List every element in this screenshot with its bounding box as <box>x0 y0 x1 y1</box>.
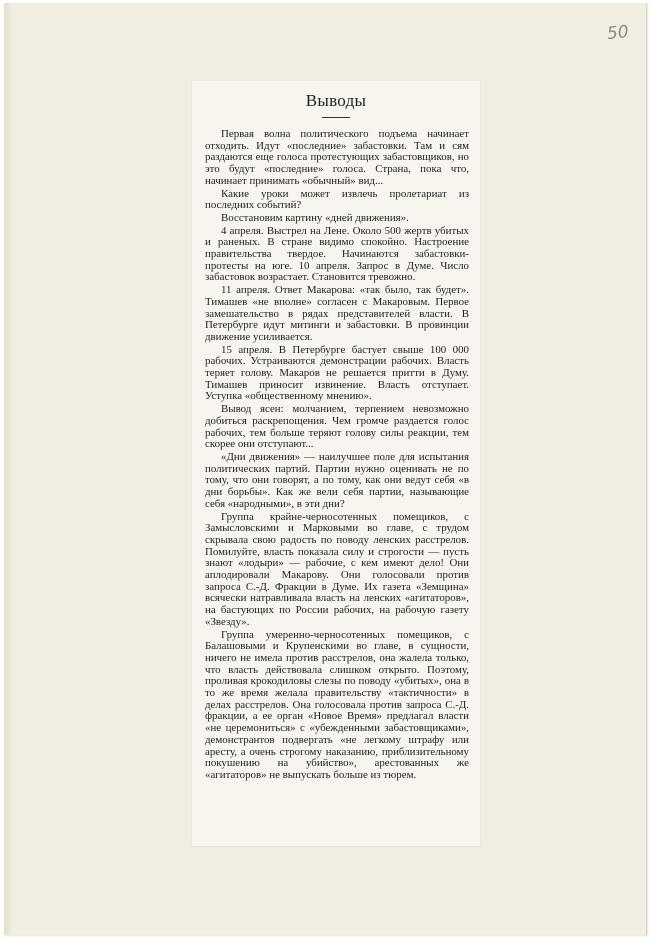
paragraph: Вывод ясен: молчанием, терпением невозможно добиться раскрепощения. Чем громче раздается голос рабочих, тем больше теряют голову силы реакции, тем скорее они отступают... <box>205 403 469 451</box>
paragraph: Группа умеренно-черносотенных помещиков, с Балашовыми и Крупенскими во главе, в сущности, ничего не имела против расстрелов, она жалела только, что власть действовала слишком открыто. Поэтому, проливая крокодиловы слезы по поводу «убитых», она в то же время желала правительству «тактичности» в делах расстрелов. Она голосовала против запроса С.-Д. фракции, а ее орган «Новое Время» предлагал власти «не церемониться» с «убежденными забастовщиками», демонстрантов подвергать «не легкому штрафу или аресту, а очень строгому наказанию, приблизительному покушению на убийство», арестованных же «агитаторов» не выпускать больше из тюрем. <box>205 628 469 781</box>
article-title: Выводы <box>305 91 367 110</box>
paragraph: «Дни движения» — наилучшее поле для испытания политических партий. Партии нужно оценивать не по тому, что они говорят, а по тому, как они ведут себя «в дни борьбы». Как же вели себя партии, называющие себя «народными», в эти дни? <box>205 450 469 510</box>
paragraph: Восстановим картину «дней движения». <box>221 211 409 224</box>
paragraph: Первая волна политического подъема начинает отходить. Идут «последние» забастовки. Там и сям раздаются еще голоса протестующих забастовщиков, но это будут «последние» голоса. Страна, пока что, начинает принимать «обычный» вид... <box>205 128 469 187</box>
paragraph: 15 апреля. В Петербурге бастует свыше 100 000 рабочих. Устраиваются демонстрации рабочих. Власть теряет голову. Макаров не решается притти в Думу. Тимашев приносит извинение. Власть отступает. Уступка «общественному мнению». <box>205 343 469 403</box>
newspaper-clipping <box>192 81 480 846</box>
paragraph: 11 апреля. Ответ Макарова: «так было, так будет». Тимашев «не вполне» согласен с Макаровым. Первое замешательство в рядах представителей власти. В Петербурге идут митинги и забастовки. В провинции движение усиливается. <box>205 284 469 343</box>
paragraph: Какие уроки может извлечь пролетариат из последних событий? <box>205 187 469 212</box>
paragraph: Группа крайне-черносотенных помещиков, с Замысловскими и Марковыми во главе, с трудом скрывала свою радость по поводу ленских расстрелов. Помилуйте, власть показала силу и строгости — пусть знают «лодыри» — рабочие, с кем имеют дело! Они аплодировали Макарову. Они голосовали против запроса С.-Д. Фракции в Думе. Их газета «Земщина» всячески натравливала власть на ленских «агитаторов», на бастующих по России рабочих, на рабочую газету «Звезду». <box>205 510 469 628</box>
handwritten-page-number: 50 <box>606 21 630 45</box>
title-divider <box>322 117 350 118</box>
paper-sheet <box>4 3 647 935</box>
paragraph: 4 апреля. Выстрел на Лене. Около 500 жертв убитых и раненых. В стране видимо спокойно. Настроение правительства твердое. Начинаются забастовки-протесты на юге. 10 апреля. Запрос в Думе. Число забастовок возрастает. Становится тревожно. <box>205 224 469 284</box>
article-body <box>205 129 469 783</box>
